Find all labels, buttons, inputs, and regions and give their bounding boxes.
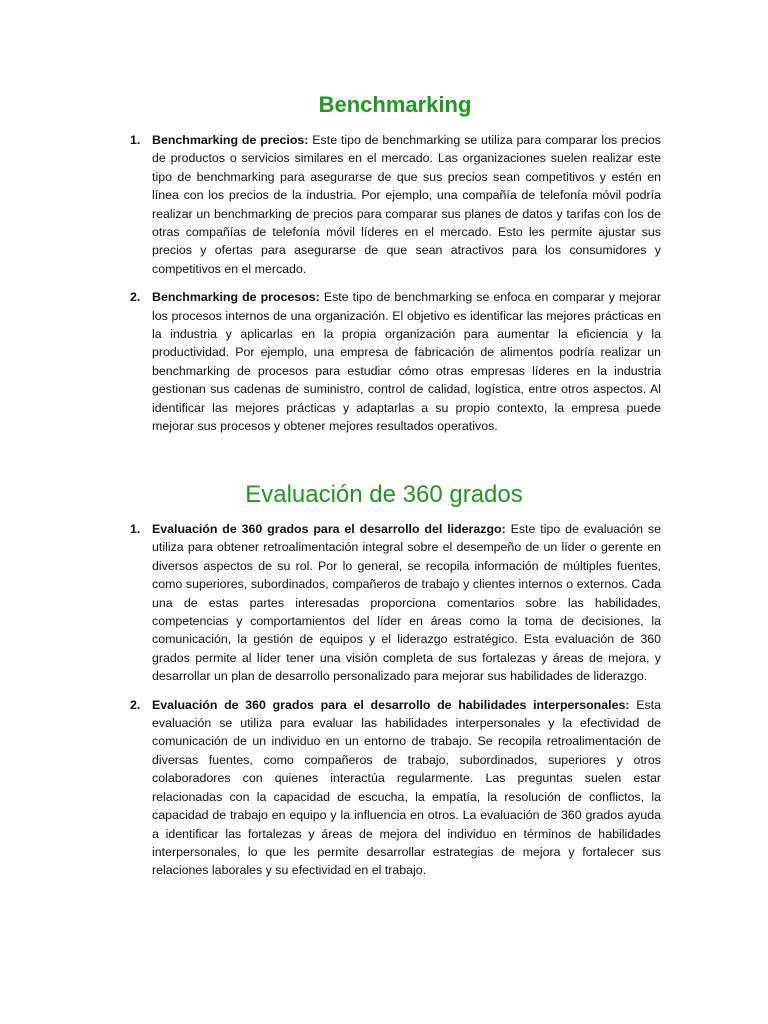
item-lead: Benchmarking de precios: <box>152 133 309 147</box>
list-item <box>130 288 661 435</box>
list-item <box>130 520 661 686</box>
evaluacion-360-list <box>130 520 661 890</box>
item-text: Este tipo de evaluación se utiliza para obtener retroalimentación integral sobre el desempeño de un líder o gerente en diversos aspectos de su rol. Por lo general, se recopila información de múltiples fuentes, como superiores, subordinados, compañeros de trabajo y clientes internos o externos. Cada una de estas partes interesadas proporciona comentarios sobre las habilidades, competencias y comportamientos del líder en áreas como la toma de decisiones, la comunicación, la gestión de equipos y el liderazgo estratégico. Esta evaluación de 360 grados permite al líder tener una visión completa de sus fortalezas y áreas de mejora, y desarrollar un plan de desarrollo personalizado para mejorar sus habilidades de liderazgo. <box>152 522 661 684</box>
list-item <box>130 131 661 278</box>
item-text: Este tipo de benchmarking se utiliza para comparar los precios de productos o servicios similares en el mercado. Las organizaciones suelen realizar este tipo de benchmarking para asegurarse de que sus precios sean competitivos y estén en línea con los precios de la industria. Por ejemplo, una compañía de telefonía móvil podría realizar un benchmarking de precios para comparar sus planes de datos y tarifas con los de otras compañías de telefonía móvil líderes en el mercado. Esto les permite ajustar sus precios y ofertas para asegurarse de que sean atractivos para los consumidores y competitivos en el mercado. <box>152 133 661 276</box>
item-number: 2. <box>130 697 141 712</box>
section-title-evaluacion-360: Evaluación de 360 grados <box>245 481 523 508</box>
benchmarking-list <box>130 131 661 446</box>
item-text: Esta evaluación se utiliza para evaluar las habilidades interpersonales y la efectividad de comunicación de un individuo en un entorno de trabajo. Se recopila retroalimentación de diversas fuentes, como compañeros de trabajo, subordinados, superiores y otros colaboradores con quienes interactúa regularmente. Las preguntas suelen estar relacionadas con la capacidad de escucha, la empatía, la resolución de conflictos, la capacidad de trabajo en equipo y la influencia en otros. La evaluación de 360 grados ayuda a identificar las fortalezas y áreas de mejora del individuo en términos de habilidades interpersonales, lo que les permite desarrollar estrategias de mejora y fortalecer sus relaciones laborales y su efectividad en el trabajo. <box>152 697 661 878</box>
item-lead: Benchmarking de procesos: <box>152 290 320 305</box>
list-item <box>130 696 661 880</box>
item-lead: Evaluación de 360 grados para el desarrollo del liderazgo: <box>152 522 506 536</box>
item-text: Este tipo de benchmarking se enfoca en comparar y mejorar los procesos internos de una organización. El objetivo es identificar las mejores prácticas en la industria y aplicarlas en la propia organización para aumentar la eficiencia y la productividad. Por ejemplo, una empresa de fabricación de alimentos podría realizar un benchmarking de procesos para estudiar cómo otras empresas líderes en la industria gestionan sus cadenas de suministro, control de calidad, logística, entre otros aspectos. Al identificar las mejores prácticas y adaptarlas a su propio contexto, la empresa puede mejorar sus procesos y obtener mejores resultados operativos. <box>152 290 661 434</box>
item-number: 1. <box>130 133 141 147</box>
item-lead: Evaluación de 360 grados para el desarrollo de habilidades interpersonales: <box>152 697 630 712</box>
item-number: 2. <box>130 290 141 305</box>
item-number: 1. <box>130 522 141 536</box>
section-title-benchmarking: Benchmarking <box>318 92 472 117</box>
